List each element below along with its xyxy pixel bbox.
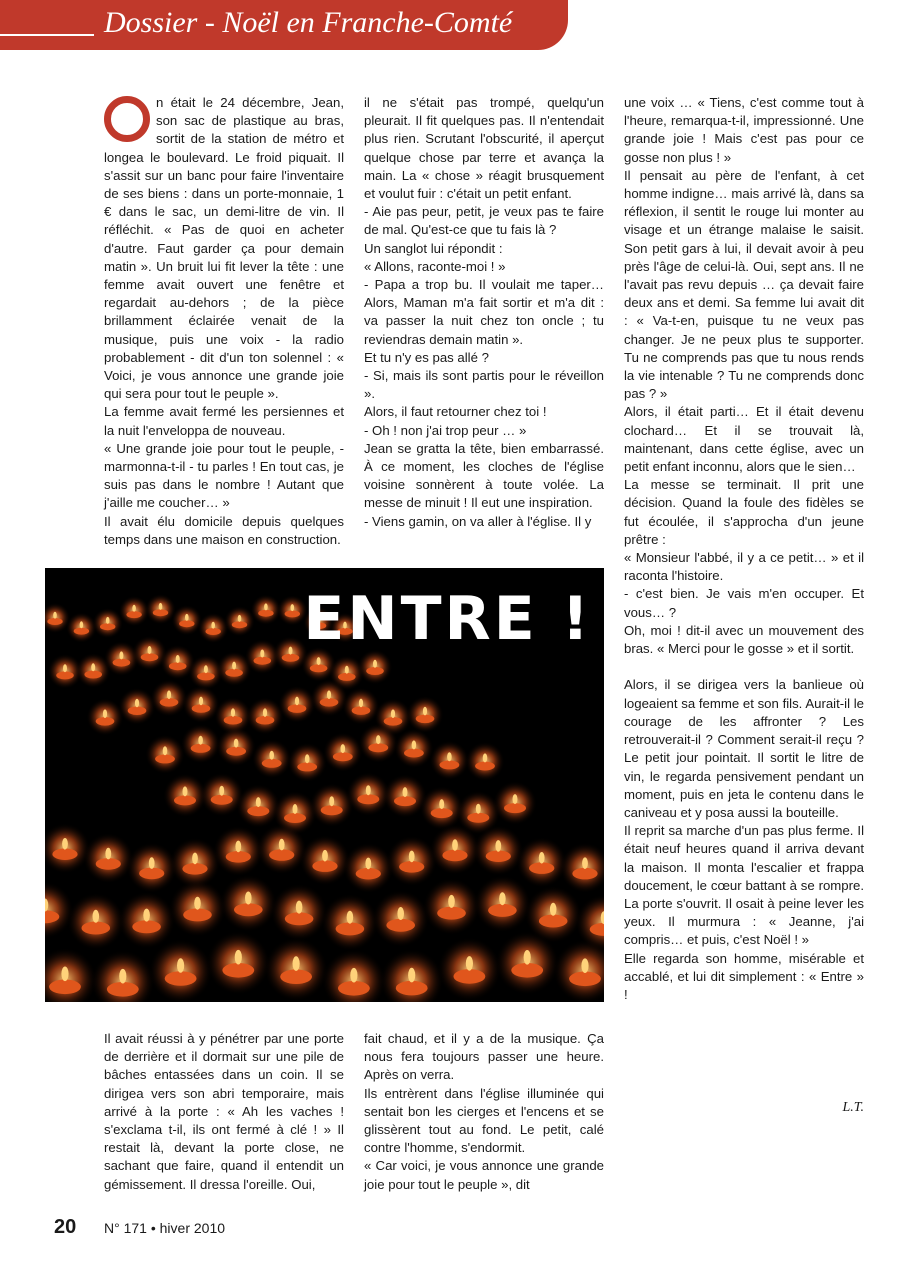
candle-flame xyxy=(53,612,57,619)
candle-flame xyxy=(245,892,252,905)
paragraph: Il avait réussi à y pénétrer par une porte de derrière et il dormait sur une pile de bâches entassées dans un coin. Il se dirigea vers son abri temporaire, mais arrivé à la porte : « Ah les vaches ! s'exclama t-il, ils ont fermé à clé ! » Il restait là, devant la porte close, ne sachant que faire, quand il entendit un gémissement. Il dressa l'oreille. Oui, xyxy=(104,1031,344,1192)
candle-flame xyxy=(345,666,349,674)
paragraph: - Viens gamin, on va aller à l'église. Il y xyxy=(364,513,592,529)
candle-cup xyxy=(572,868,597,880)
candle-cup xyxy=(442,850,467,862)
candle-flame xyxy=(63,664,67,672)
candle-flame xyxy=(235,950,242,965)
paragraph: une voix … « Tiens, c'est comme tout à l'heure, remarqua-t-il, impressionné. Une grande joie ! Mais c'est pas pour ce gosse non plus ! » xyxy=(624,95,864,165)
photo-caption: ENTRE ! xyxy=(303,584,592,654)
candle-flame xyxy=(447,752,452,761)
candle-cup xyxy=(297,762,317,771)
candle-flame xyxy=(148,646,152,654)
candle-cup xyxy=(153,609,168,616)
candle-cup xyxy=(234,903,263,916)
candle-cup xyxy=(282,654,300,662)
candle-flame xyxy=(513,794,518,804)
candle-flame xyxy=(256,797,261,807)
candle-flame xyxy=(119,651,123,659)
candle-flame xyxy=(91,663,95,671)
candle-flame xyxy=(235,841,241,853)
candle-flame xyxy=(376,735,381,744)
candle-cup xyxy=(321,805,343,815)
candle-cup xyxy=(431,808,453,818)
candle-flame xyxy=(135,699,139,708)
candle-cup xyxy=(529,862,554,874)
candle-flame xyxy=(397,907,404,920)
candle-flame xyxy=(289,647,293,655)
candle-flame xyxy=(408,968,415,983)
paragraph: il ne s'était pas trompé, quelqu'un pleurait. Il fit quelques pas. Il n'entendait plus rien. Scrutant l'obscurité, il aperçut quelque chose par terre et avança la main. La « chose » réagit brusquement et voulut fuir : c'était un petit enfant. xyxy=(364,95,604,202)
candle-flame xyxy=(366,785,371,795)
page-number: 20 xyxy=(54,1216,77,1238)
candle-flame xyxy=(61,967,68,982)
paragraph: - Oh ! non j'ai trop peur … » xyxy=(364,422,527,438)
candle-cup xyxy=(262,759,282,768)
candle-cup xyxy=(52,848,77,860)
candle-flame xyxy=(483,753,488,762)
candle-flame xyxy=(234,739,239,748)
candle-flame xyxy=(350,968,357,983)
paragraph: « Monsieur l'abbé, il y a ce petit… » et il raconta l'histoire. xyxy=(624,550,864,584)
candle-flame xyxy=(269,751,274,760)
section-title: Dossier - Noël en Franche-Comté xyxy=(104,6,513,39)
candle-cup xyxy=(182,863,207,875)
candle-cup xyxy=(539,915,568,928)
candle-glow xyxy=(45,948,97,1002)
article-column-3 xyxy=(624,94,864,1004)
candle-flame xyxy=(167,690,171,699)
candle-cup xyxy=(100,623,115,630)
candle-flame xyxy=(581,958,588,973)
article-column-2 xyxy=(364,94,604,531)
candle-flame xyxy=(238,615,242,622)
candle-cup xyxy=(160,698,179,707)
candle-cup xyxy=(96,717,115,726)
candle-cup xyxy=(174,795,196,805)
candle-flame xyxy=(291,604,295,611)
candle-flame xyxy=(524,950,531,965)
paragraph: « Une grande joie pour tout le peuple, - marmonna-t-il - tu parles ! En tout cas, je suis pas dans le nombre ! Autant que j'aille me coucher… » xyxy=(104,440,344,511)
candle-cup xyxy=(222,963,254,978)
candle-cup xyxy=(285,912,314,925)
candle-cup xyxy=(336,922,365,935)
candle-flame xyxy=(260,650,264,658)
candle-cup xyxy=(320,698,339,707)
candle-cup xyxy=(504,803,526,813)
candle-flame xyxy=(159,603,163,610)
candle-cup xyxy=(486,850,511,862)
paragraph: Elle regarda son homme, misérable et accablé, et lui dit simplement : « Entre » ! xyxy=(624,950,864,1002)
candle-flame xyxy=(199,697,203,706)
paragraph: - Aie pas peur, petit, je veux pas te faire de mal. Qu'est-ce que tu fais là ? xyxy=(364,204,604,238)
candle-flame xyxy=(439,799,444,809)
paragraph: - Si, mais ils sont partis pour le réveillon ». xyxy=(364,368,604,402)
paragraph: « Allons, raconte-moi ! » xyxy=(364,258,506,274)
candle-flame xyxy=(176,655,180,663)
candle-flame xyxy=(143,909,150,922)
paragraph: Un sanglot lui répondit : xyxy=(364,240,503,256)
candle-cup xyxy=(256,716,275,725)
candle-flame xyxy=(263,708,267,717)
paragraph: Alors, il était parti… Et il était devenu clochard… Et il se trouvait là, maintenant, dans cette église, avec un petit enfant inconnu, alors que le sien… xyxy=(624,404,864,475)
candle-flame xyxy=(204,665,208,673)
candle-cup xyxy=(310,664,328,672)
paragraph: fait chaud, et il y a de la musique. Ça nous fera toujours passer une heure. Après on verra. xyxy=(364,1031,604,1083)
candle-flame xyxy=(163,746,168,755)
drop-cap xyxy=(104,96,150,142)
candle-cup xyxy=(155,754,175,763)
candle-cup xyxy=(399,861,424,873)
candle-cup xyxy=(56,671,74,679)
candle-cup xyxy=(141,653,159,661)
candle-flame xyxy=(305,754,310,763)
candle-cup xyxy=(511,963,543,978)
candle-cup xyxy=(288,704,307,713)
candle-flame xyxy=(149,857,155,869)
candle-glow xyxy=(45,823,90,874)
candle-cup xyxy=(232,621,247,628)
candle-flame xyxy=(409,851,415,863)
candle-cup xyxy=(165,971,197,986)
candle-flame xyxy=(295,697,299,706)
candle-flame xyxy=(119,969,126,984)
candle-flame xyxy=(423,707,427,716)
header-rule xyxy=(0,34,94,36)
author-signature: L.T. xyxy=(842,1100,864,1115)
candle-cup xyxy=(206,628,221,635)
candle-flame xyxy=(365,858,371,870)
candle-cup xyxy=(128,706,147,715)
candle-flame xyxy=(293,956,300,971)
candle-flame xyxy=(279,839,285,851)
candle-flame xyxy=(105,848,111,860)
candle-cup xyxy=(404,749,424,758)
paragraph: Il pensait au père de l'enfant, à cet homme indigne… mais arrivé là, dans sa réflexion, il sentit le rouge lui monter au visage et un étrange malaise le saisit. Son petit gars à lui, il devait avoir à peu près l'âge de celui-là. Oui, sept ans. Il ne l'avait pas revu depuis … ça devait faire deux ans et demi. Sa femme lui avait dit : « Va-t-en, puisque tu ne veux pas changer. Je ne peux plus te supporter. Tu ne comprends pas que tu nous rends la vie intenable ? Tu ne comprends donc pas ? » xyxy=(624,167,864,402)
candle-cup xyxy=(386,919,415,932)
candle-cup xyxy=(191,744,211,753)
candle-cup xyxy=(467,813,489,823)
candle-glow xyxy=(560,843,604,894)
candle-flame xyxy=(211,622,215,629)
candle-cup xyxy=(352,706,371,715)
candle-flame xyxy=(177,958,184,973)
candle-flame xyxy=(80,621,84,628)
candle-cup xyxy=(569,972,601,987)
column-text xyxy=(104,1030,344,1194)
candle-cup xyxy=(488,904,517,917)
candle-flame xyxy=(93,910,100,923)
article-column-2-continued xyxy=(364,1030,604,1194)
column-text xyxy=(104,94,344,549)
candle-cup xyxy=(169,662,187,670)
candle-cup xyxy=(338,981,370,996)
paragraph: Il avait élu domicile depuis quelques temps dans une maison en construction. xyxy=(104,513,344,547)
paragraph: Ils entrèrent dans l'église illuminée qui sentait bon les cierges et l'encens et se glissèrent tout au fond. Le petit, calé contre l'homme, s'endormit. xyxy=(364,1085,604,1156)
candle-cup xyxy=(356,868,381,880)
candle-cup xyxy=(384,717,403,726)
candle-flame xyxy=(495,840,501,852)
candle-cup xyxy=(394,796,416,806)
candle-flame xyxy=(391,709,395,718)
candle-cup xyxy=(454,969,486,984)
candle-flame xyxy=(106,617,110,624)
candle-cup xyxy=(84,671,102,679)
paragraph: La messe se terminait. Il prit une décision. Quand la foule des fidèles se fut écoulée, il s'approcha d'un jeune prêtre : xyxy=(624,477,864,547)
candle-flame xyxy=(448,895,455,908)
candle-cup xyxy=(226,747,246,756)
paragraph: « Car voici, je vous annonce une grande joie pour tout le peuple », dit xyxy=(364,1158,604,1192)
paragraph xyxy=(624,658,864,676)
candle-cup xyxy=(224,716,243,725)
candle-flame xyxy=(317,657,321,665)
candle-flame xyxy=(293,804,298,814)
candle-flame xyxy=(185,614,189,621)
candle-flame xyxy=(62,838,68,850)
candle-cup xyxy=(338,673,356,681)
candle-flame xyxy=(403,787,408,797)
candle-flame xyxy=(476,804,481,814)
candle-flame xyxy=(103,709,107,718)
candle-flame xyxy=(198,736,203,745)
candles-photo xyxy=(45,568,604,1002)
candle-cup xyxy=(113,659,131,667)
candle-cup xyxy=(416,715,435,724)
candle-cup xyxy=(49,980,81,995)
candle-flame xyxy=(194,897,201,910)
candle-cup xyxy=(183,908,212,921)
paragraph: - Papa a trop bu. Il voulait me taper… Alors, Maman m'a fait sortir et m'a dit : va passer la nuit chez ton oncle ; tu reviendras demain matin ». xyxy=(364,277,604,347)
candle-cup xyxy=(197,672,215,680)
candle-cup xyxy=(368,743,388,752)
paragraph: n était le 24 décembre, Jean, son sac de plastique au bras, sortit de la station de métro et longea le boulevard. Le froid piquait. Il s'assit sur un banc pour faire l'inventaire de ses biens : dans un porte-monnaie, 1 € dans le sac, un demi-litre de vin. Il réfléchit. « Pas de quoi en acheter d'autre. Faut garder ça pour demain matin ». Un bruit lui fit lever la tête : une femme avait ouvert une fenêtre et regardait au-dehors ; de la pièce brillamment éclairée venait de la musique, puis une voix - la radio probablement - dit d'un ton solennel : « Voici, je vous annonce une grande joie qui sera pour tout le peuple ». xyxy=(104,95,344,402)
candle-cup xyxy=(366,667,384,675)
candle-flame xyxy=(359,699,363,708)
candle-cup xyxy=(96,858,121,870)
candle-flame xyxy=(539,852,545,864)
candle-flame xyxy=(132,605,136,612)
candle-cup xyxy=(357,794,379,804)
candle-flame xyxy=(296,901,303,914)
candle-flame xyxy=(231,708,235,717)
column-text xyxy=(624,94,864,1004)
column-text xyxy=(364,1030,604,1194)
candle-flame xyxy=(183,786,188,796)
article-column-1-continued xyxy=(104,1030,344,1194)
candle-cup xyxy=(192,704,211,713)
candle-cup xyxy=(437,907,466,920)
candle-flame xyxy=(192,853,198,865)
paragraph: - c'est bien. Je vais m'en occuper. Et vous… ? xyxy=(624,586,864,620)
candle-flame xyxy=(341,744,346,753)
candle-cup xyxy=(440,760,460,769)
article-column-1 xyxy=(104,94,344,549)
candle-flame xyxy=(373,660,377,668)
candle-cup xyxy=(285,610,300,617)
candle-cup xyxy=(312,860,337,872)
candle-cup xyxy=(132,920,161,933)
candle-cup xyxy=(74,628,89,635)
candle-cup xyxy=(225,669,243,677)
candle-cup xyxy=(247,806,269,816)
candle-cup xyxy=(211,795,233,805)
candle-flame xyxy=(412,740,417,749)
candle-cup xyxy=(139,868,164,880)
candle-flame xyxy=(582,857,588,869)
candle-flame xyxy=(322,850,328,862)
candle-cup xyxy=(226,851,251,863)
candle-cup xyxy=(258,610,273,617)
candle-cup xyxy=(179,620,194,627)
candle-cup xyxy=(269,849,294,861)
candle-flame xyxy=(499,892,506,905)
candle-flame xyxy=(347,911,354,924)
column-text xyxy=(364,94,604,531)
candle-flame xyxy=(466,956,473,971)
candle-cup xyxy=(107,982,139,997)
paragraph: Et tu n'y es pas allé ? xyxy=(364,349,489,365)
candle-flame xyxy=(219,786,224,796)
candle-cup xyxy=(82,922,111,935)
candle-flame xyxy=(452,839,458,851)
candle-cup xyxy=(126,611,141,618)
candle-glow xyxy=(553,940,604,1002)
issue-info: N° 171 • hiver 2010 xyxy=(104,1220,226,1236)
candle-cup xyxy=(280,969,312,984)
candle-cup xyxy=(47,618,62,625)
candle-cup xyxy=(333,752,353,761)
paragraph: Jean se gratta la tête, bien embarrassé. À ce moment, les cloches de l'église voisine sonnèrent à toute volée. La messe de minuit ! Il eut une inspiration. xyxy=(364,440,604,511)
paragraph: La femme avait fermé les persiennes et la nuit l'enveloppa de nouveau. xyxy=(104,404,344,438)
candle-flame xyxy=(327,690,331,699)
paragraph: Alors, il faut retourner chez toi ! xyxy=(364,404,547,420)
paragraph: Alors, il se dirigea vers la banlieue où logeaient sa femme et son fils. Aurait-il le courage de les affronter ? Les retrouverait-il ? Comment serait-il reçu ? Le petit jour pointait. Il sortit le litre de vin, le regarda pensivement pendant un moment, puis en jeta le contenu dans le caniveau et y posa aussi la bouteille. xyxy=(624,677,864,820)
candle-cup xyxy=(284,813,306,823)
candle-flame xyxy=(329,796,334,806)
paragraph: Il reprit sa marche d'un pas plus ferme. Il était neuf heures quand il arriva devant la maison. Il monta l'escalier et frappa doucement, le cœur battant à se rompre. La porte s'ouvrit. Il osait à peine lever les yeux. Il murmura : « Jeanne, j'ai compris… et puis, c'est Noël ! » xyxy=(624,823,864,948)
candle-flame xyxy=(232,662,236,670)
candle-cup xyxy=(475,762,495,771)
candle-flame xyxy=(264,603,268,610)
paragraph: Oh, moi ! dit-il avec un mouvement des bras. « Merci pour le gosse » et il sortit. xyxy=(624,622,864,657)
candle-cup xyxy=(396,981,428,996)
candle-cup xyxy=(254,657,272,665)
candle-flame xyxy=(550,903,557,916)
